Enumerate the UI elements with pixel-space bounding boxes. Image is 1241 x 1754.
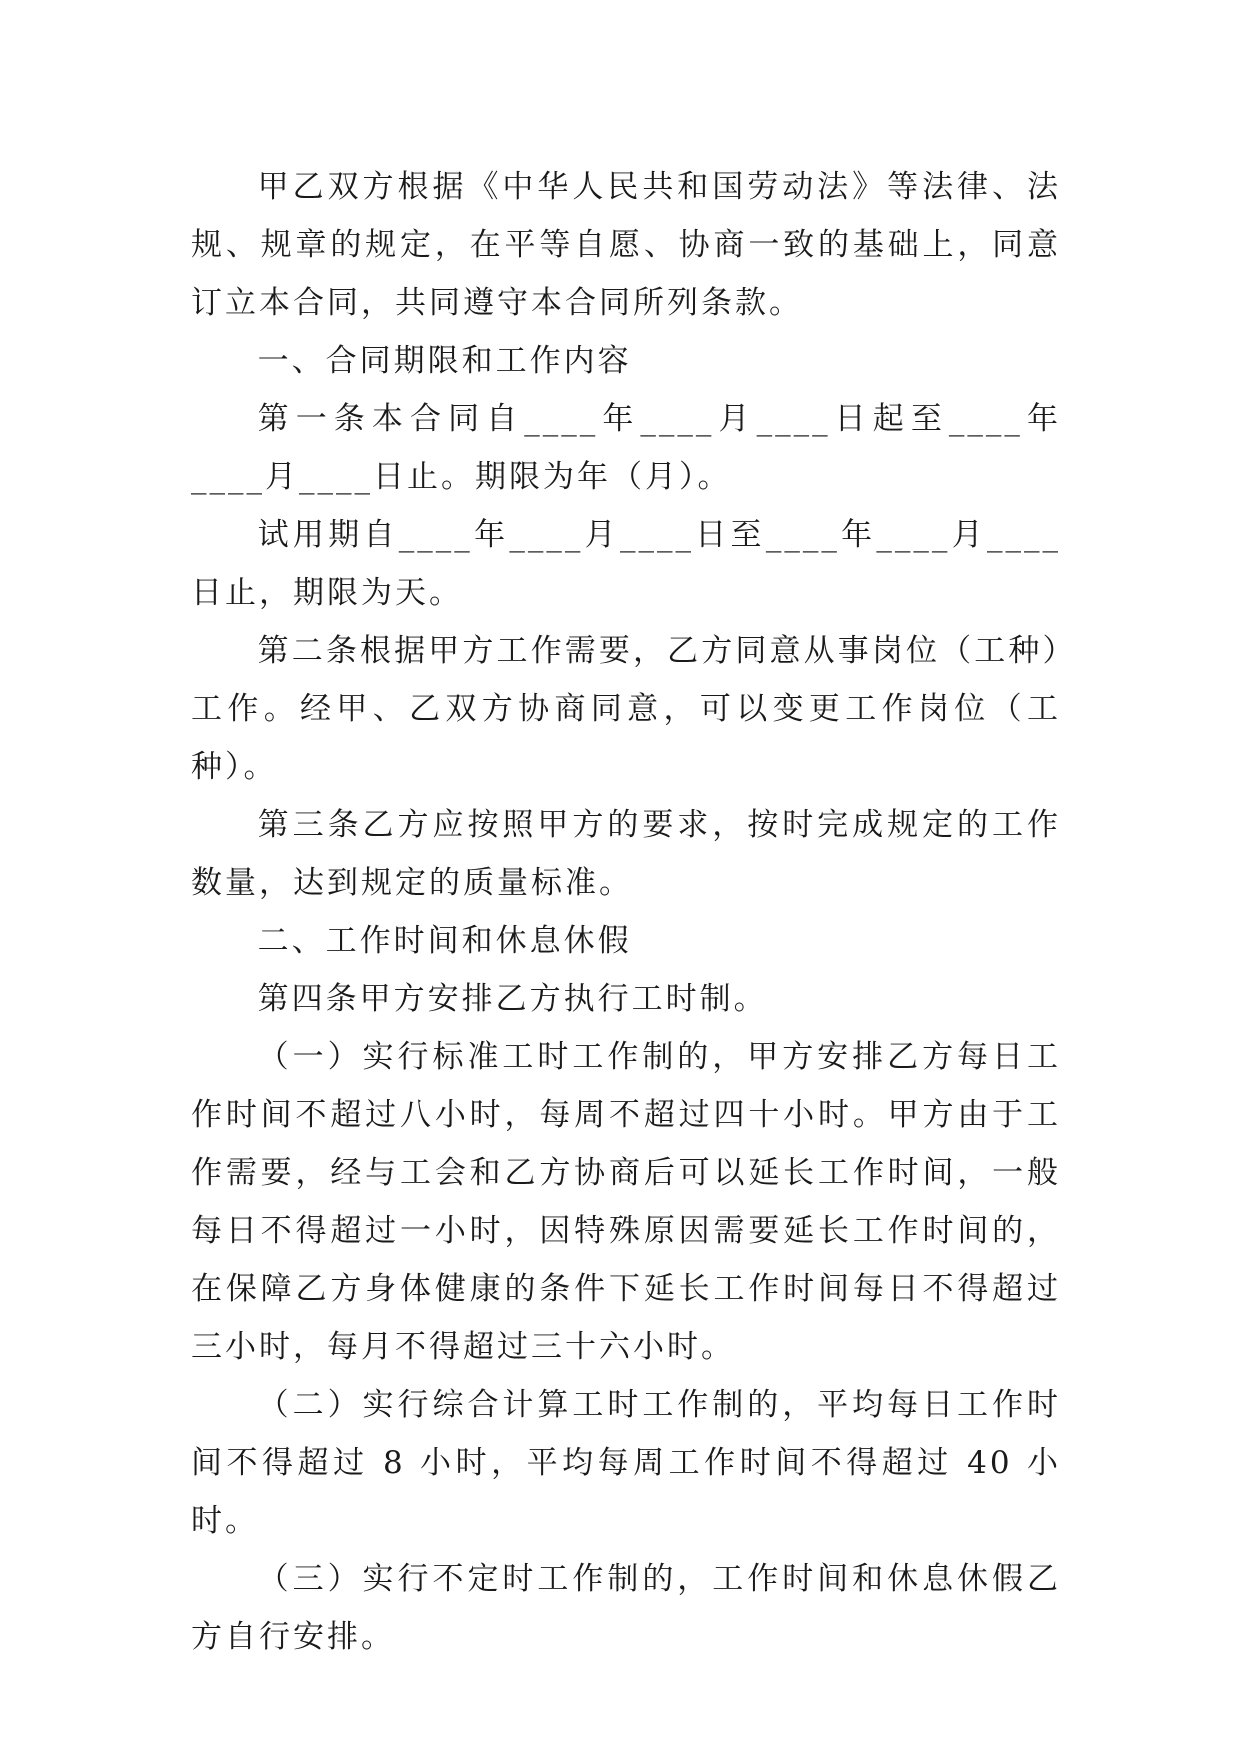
paragraph-comprehensive-hours: （二）实行综合计算工时工作制的，平均每日工作时间不得超过 8 小时，平均每周工作时间不得超过 40 小时。 [191, 1387, 1061, 1539]
paragraph-preamble: 甲乙双方根据《中华人民共和国劳动法》等法律、法规、规章的规定，在平等自愿、协商一致的基础上，同意订立本合同，共同遵守本合同所列条款。 [191, 169, 1061, 321]
heading-working-hours: 二、工作时间和休息休假 [257, 923, 632, 959]
paragraph-article-3: 第三条乙方应按照甲方的要求，按时完成规定的工作数量，达到规定的质量标准。 [191, 807, 1061, 901]
heading-contract-term: 一、合同期限和工作内容 [257, 343, 632, 379]
paragraph-article-2: 第二条根据甲方工作需要，乙方同意从事岗位（工种）工作。经甲、乙双方协商同意，可以变更工作岗位（工种）。 [191, 633, 1061, 785]
paragraph-article-4: 第四条甲方安排乙方执行工时制。 [257, 981, 768, 1017]
document-body [191, 158, 1061, 1666]
paragraph-standard-hours: （一）实行标准工时工作制的，甲方安排乙方每日工作时间不超过八小时，每周不超过四十小时。甲方由于工作需要，经与工会和乙方协商后可以延长工作时间，一般每日不得超过一小时，因特殊原因需要延长工作时间的，在保障乙方身体健康的条件下延长工作时间每日不得超过三小时，每月不得超过三十六小时。 [191, 1039, 1061, 1365]
paragraph-article-1: 第一条本合同自____年____月____日起至____年____月____日止。期限为年（月）。 [191, 401, 1061, 495]
paragraph-flexible-hours: （三）实行不定时工作制的，工作时间和休息休假乙方自行安排。 [191, 1561, 1061, 1655]
paragraph-probation: 试用期自____年____月____日至____年____月____日止，期限为天。 [191, 517, 1061, 611]
